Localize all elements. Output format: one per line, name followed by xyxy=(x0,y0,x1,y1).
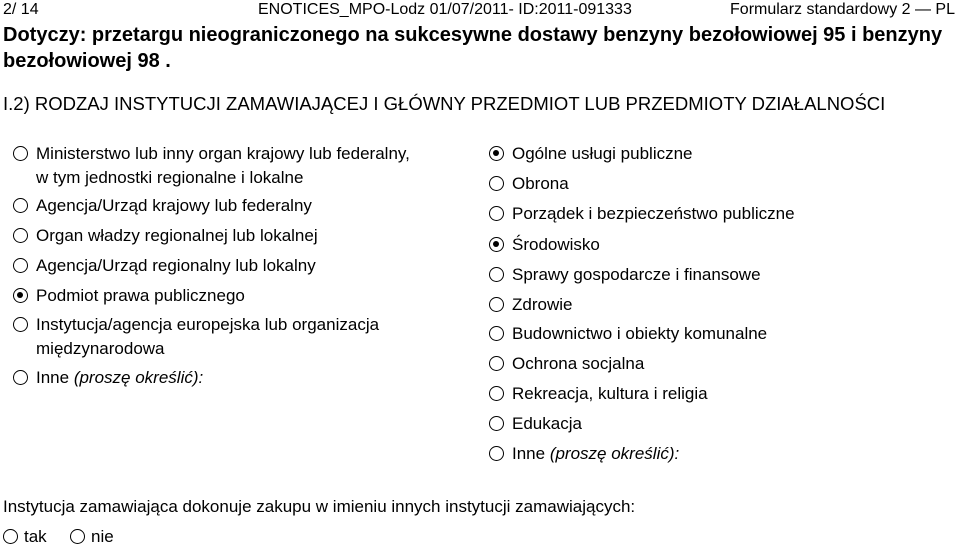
radio-icon[interactable] xyxy=(489,297,504,312)
activity-option-housing[interactable] xyxy=(489,322,767,346)
option-label: Zdrowie xyxy=(512,295,573,314)
option-label: Agencja/Urząd regionalny lub lokalny xyxy=(36,256,316,275)
inst-option-regional-authority[interactable] xyxy=(13,224,318,248)
radio-icon[interactable] xyxy=(489,267,504,282)
page-header xyxy=(0,0,959,20)
activity-option-environment[interactable] xyxy=(489,233,600,257)
option-label-cont: międzynarodowa xyxy=(36,339,165,358)
option-label xyxy=(36,366,203,390)
radio-icon[interactable] xyxy=(489,446,504,461)
radio-icon[interactable] xyxy=(13,198,28,213)
radio-icon[interactable] xyxy=(70,529,85,544)
radio-icon[interactable] xyxy=(489,176,504,191)
option-label: Obrona xyxy=(512,174,569,193)
notice-id: ENOTICES_MPO-Lodz 01/07/2011- ID:2011-091333 xyxy=(258,1,632,18)
radio-icon[interactable] xyxy=(13,146,28,161)
option-label xyxy=(512,442,679,466)
radio-icon[interactable] xyxy=(13,258,28,273)
option-label-wrap xyxy=(36,313,379,361)
radio-icon[interactable] xyxy=(489,206,504,221)
option-label: Sprawy gospodarcze i finansowe xyxy=(512,265,761,284)
inst-option-national-agency[interactable] xyxy=(13,194,312,218)
option-label-text-main: Inne xyxy=(512,444,546,463)
inst-option-ministry[interactable] xyxy=(13,142,410,190)
option-label: Ochrona socjalna xyxy=(512,354,645,373)
activity-option-recreation[interactable] xyxy=(489,382,708,406)
option-label: Ogólne usługi publiczne xyxy=(512,144,693,163)
radio-icon[interactable] xyxy=(489,386,504,401)
option-label: Agencja/Urząd krajowy lub federalny xyxy=(36,196,312,215)
option-label: Podmiot prawa publicznego xyxy=(36,286,245,305)
radio-selected-icon[interactable] xyxy=(489,237,504,252)
option-label: Środowisko xyxy=(512,235,600,254)
radio-icon[interactable] xyxy=(489,326,504,341)
inst-option-other[interactable] xyxy=(13,366,203,390)
inst-option-european-agency[interactable] xyxy=(13,313,379,361)
option-label: Porządek i bezpieczeństwo publiczne xyxy=(512,204,795,223)
radio-icon[interactable] xyxy=(489,416,504,431)
activity-option-general-public-services[interactable] xyxy=(489,142,693,166)
activity-option-education[interactable] xyxy=(489,412,582,436)
option-no[interactable] xyxy=(70,527,114,547)
option-label-text: Inne xyxy=(36,368,70,387)
radio-icon[interactable] xyxy=(3,529,18,544)
option-label-note: (proszę określić): xyxy=(545,444,680,463)
inst-option-regional-agency[interactable] xyxy=(13,254,316,278)
option-label: Ministerstwo lub inny organ krajowy lub federalny, xyxy=(36,144,410,163)
option-label: tak xyxy=(24,527,47,546)
section-heading: I.2) RODZAJ INSTYTUCJI ZAMAWIAJĄCEJ I GŁÓWNY PRZEDMIOT LUB PRZEDMIOTY DZIAŁALNOŚCI xyxy=(3,93,886,114)
activity-option-defence[interactable] xyxy=(489,172,569,196)
form-name: Formularz standardowy 2 — PL xyxy=(730,1,955,18)
option-label: Organ władzy regionalnej lub lokalnej xyxy=(36,226,318,245)
radio-icon[interactable] xyxy=(13,228,28,243)
radio-selected-icon[interactable] xyxy=(489,146,504,161)
radio-selected-icon[interactable] xyxy=(13,288,28,303)
option-yes[interactable] xyxy=(3,527,47,547)
option-label: Instytucja/agencja europejska lub organizacja xyxy=(36,315,380,334)
option-label: Rekreacja, kultura i religia xyxy=(512,384,708,403)
activity-option-public-order[interactable] xyxy=(489,202,795,226)
radio-icon[interactable] xyxy=(489,356,504,371)
option-label-note: (proszę określić): xyxy=(69,368,204,387)
option-label: Edukacja xyxy=(512,414,582,433)
page-number: 2/ 14 xyxy=(3,1,39,18)
activity-option-social-protection[interactable] xyxy=(489,352,644,376)
radio-icon[interactable] xyxy=(13,317,28,332)
activity-option-health[interactable] xyxy=(489,293,572,317)
option-label: nie xyxy=(91,527,114,546)
document-title: Dotyczy: przetargu nieograniczonego na sukcesywne dostawy benzyny bezołowiowej 95 i benzyny bezołowiowej 98 . xyxy=(3,24,943,72)
purchase-on-behalf-question: Instytucja zamawiająca dokonuje zakupu w imieniu innych instytucji zamawiających: xyxy=(3,497,636,516)
inst-option-public-law-body[interactable] xyxy=(13,284,245,308)
activity-option-economic-affairs[interactable] xyxy=(489,263,761,287)
activity-option-other[interactable] xyxy=(489,442,679,466)
radio-icon[interactable] xyxy=(13,370,28,385)
option-label-cont: w tym jednostki regionalne i lokalne xyxy=(36,168,304,187)
option-label: Budownictwo i obiekty komunalne xyxy=(512,324,768,343)
option-label-wrap xyxy=(36,142,410,190)
